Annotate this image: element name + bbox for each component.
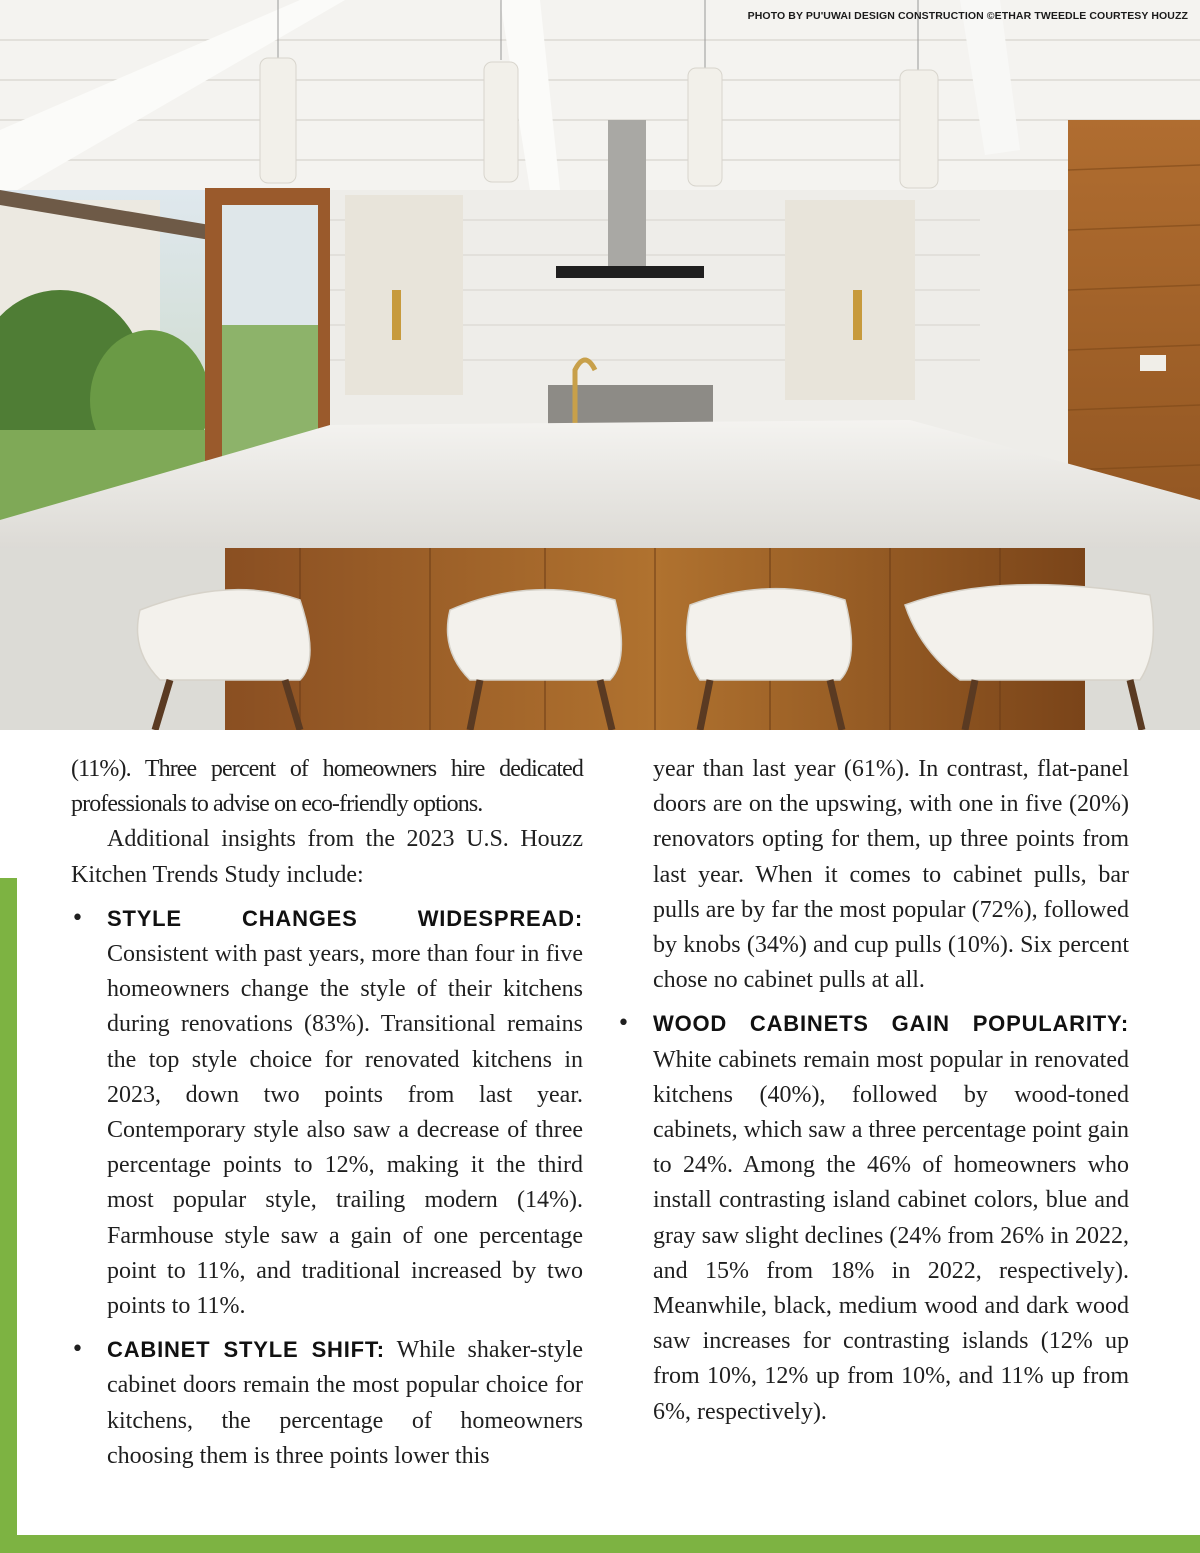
list-item-continued (617, 752, 1129, 998)
insights-list (71, 901, 583, 1474)
green-accent-bar-bottom (0, 1535, 1200, 1553)
bullet-icon: • (617, 1011, 630, 1037)
kitchen-photo (0, 0, 1200, 730)
bullet-heading: STYLE CHANGES WIDESPREAD: (107, 905, 583, 931)
bullet-text: Consistent with past years, more than four in five homeowners change the style of their kitchens during renovations (83%). Transitional remains the top style choice for renovated kitchens in 2023, down two points from last year. Contemporary style also saw a decrease of three percentage points to 12%, making it the third most popular style, trailing modern (14%). Farmhouse style saw a gain of one percentage point to 11%, and traditional increased by two points to 11%. (107, 941, 583, 1320)
bullet-text: While shaker-style cabinet doors remain the most popular choice for kitchens, the percentage of homeowners choosing them is three points lower this (107, 1337, 583, 1469)
bullet-text: White cabinets remain most popular in renovated kitchens (40%), followed by wood-toned cabinets, which saw a three percentage point gain to 24%. Among the 46% of homeowners who install contrasting island cabinet colors, blue and gray saw slight declines (24% from 26% in 2022, and 15% from 18% in 2022, respectively). Meanwhile, black, medium wood and dark wood saw increases for contrasting islands (12% up from 10%, 12% up from 10%, and 11% up from 6%, respectively). (653, 1046, 1129, 1425)
photo-credit: PHOTO BY PU'UWAI DESIGN CONSTRUCTION ©ETHAR TWEEDLE COURTESY HOUZZ (747, 10, 1188, 22)
list-item (71, 901, 583, 1324)
green-accent-bar-left (0, 878, 17, 1553)
bullet-heading: WOOD CABINETS GAIN POPULARITY: (653, 1011, 1129, 1037)
bullet-icon: • (71, 1337, 84, 1363)
intro-paragraph: (11%). Three percent of homeowners hire dedicated professionals to advise on eco-friendly options. (71, 756, 583, 818)
article-column-right (617, 752, 1129, 1430)
article-column-left (71, 752, 583, 1474)
bullet-heading: CABINET STYLE SHIFT: (107, 1337, 385, 1363)
list-item (71, 1332, 583, 1474)
list-item (617, 1006, 1129, 1429)
bullet-text: year than last year (61%). In contrast, flat-panel doors are on the upswing, with one in five (20%) renovators opting for them, up three points from last year. When it comes to cabinet pulls, bar pulls are by far the most popular (72%), followed by knobs (34%) and cup pulls (10%). Six percent chose no cabinet pulls at all. (653, 756, 1129, 994)
kitchen-illustration (0, 0, 1200, 730)
insights-list-continued (617, 752, 1129, 1430)
bullet-icon: • (71, 905, 84, 931)
insights-intro-paragraph: Additional insights from the 2023 U.S. Houzz Kitchen Trends Study include: (71, 826, 583, 888)
